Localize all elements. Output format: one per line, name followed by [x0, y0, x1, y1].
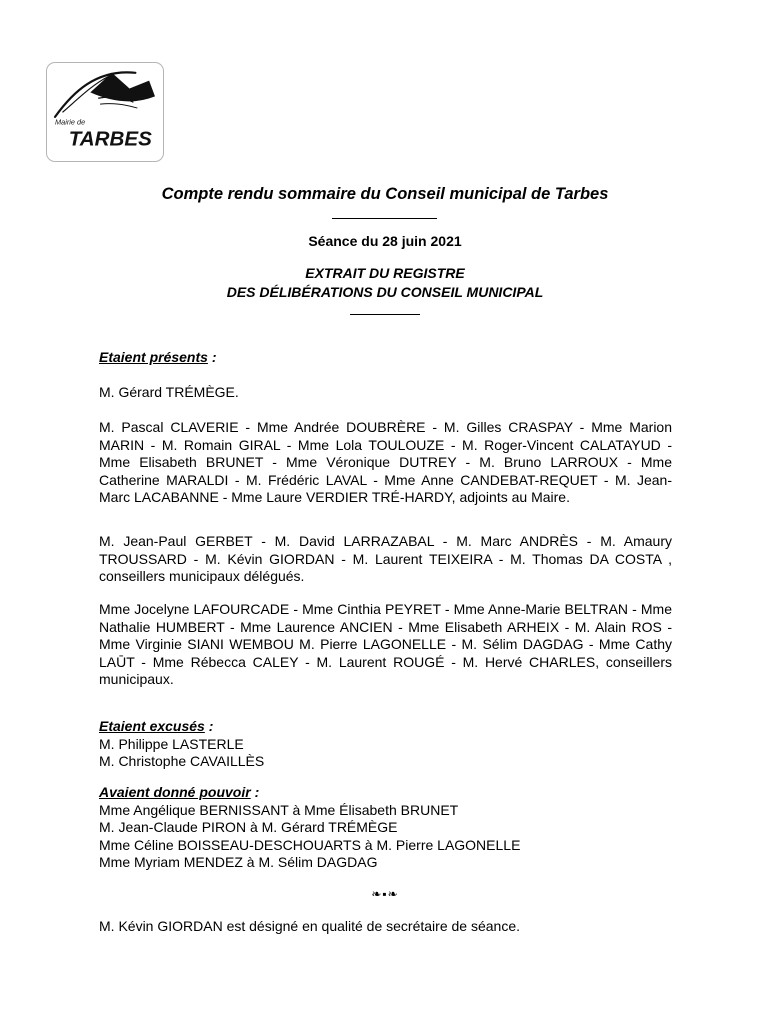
document-title: Compte rendu sommaire du Conseil municipal de Tarbes — [161, 185, 609, 203]
conseillers-paragraph: Mme Jocelyne LAFOURCADE - Mme Cinthia PEYRET - Mme Anne-Marie BELTRAN - Mme Nathalie HUMBERT - Mme Laurence ANCIEN - Mme Elisabeth ARHEIX - M. Alain ROS - Mme Virginie SIANI WEMBOU M. Pierre LAGONELLE - M. Sélim DAGDAG - Mme Cathy LAŪT - Mme Rébecca CALEY - M. Laurent ROUGÉ - M. Hervé CHARLES, conseillers municipaux. — [99, 601, 672, 687]
mairie-de-tarbes-logo — [46, 62, 164, 162]
extract-divider — [350, 314, 420, 315]
adjoints-paragraph: M. Pascal CLAVERIE - Mme Andrée DOUBRÈRE - M. Gilles CRASPAY - Mme Marion MARIN - M. Romain GIRAL - Mme Lola TOULOUZE - M. Roger-Vincent CALATAYUD - Mme Elisabeth BRUNET - Mme Véronique DUTREY - M. Bruno LARROUX - Mme Catherine MARALDI - M. Frédéric LAVAL - Mme Anne CANDEBAT-REQUET - M. Jean-Marc LACABANNE - Mme Laure VERDIER TRÉ-HARDY, adjoints au Maire. — [99, 419, 672, 505]
presents-heading-label: Etaient présents — [99, 349, 208, 365]
title-divider — [332, 218, 437, 219]
svg-text:Mairie de: Mairie de — [55, 117, 86, 127]
pouvoirs-heading-label: Avaient donné pouvoir — [99, 784, 251, 800]
pouvoirs-heading-colon: : — [250, 784, 260, 800]
tarbes-logo-mark — [47, 63, 163, 161]
excuses-heading-colon: : — [204, 718, 214, 734]
excuse-item: M. Philippe LASTERLE — [99, 735, 244, 752]
pouvoir-item: Mme Céline BOISSEAU-DESCHOUARTS à M. Pierre LAGONELLE — [99, 836, 521, 853]
presents-heading — [99, 349, 672, 367]
pouvoir-item: Mme Myriam MENDEZ à M. Sélim DAGDAG — [99, 854, 378, 870]
excuses-heading — [99, 718, 672, 736]
excuses-heading-label: Etaient excusés — [99, 718, 205, 734]
presents-heading-colon: : — [207, 349, 217, 365]
pouvoir-item: M. Jean-Claude PIRON à M. Gérard TRÉMÈGE — [99, 819, 398, 835]
pouvoirs-heading — [99, 784, 672, 802]
extract-line-2: DES DÉLIBÉRATIONS DU CONSEIL MUNICIPAL — [226, 284, 544, 300]
fleuron-ornament: ❧▪❧ — [371, 887, 399, 901]
seance-date: Séance du 28 juin 2021 — [308, 233, 462, 249]
excuse-item: M. Christophe CAVAILLÈS — [99, 753, 265, 769]
delegues-paragraph: M. Jean-Paul GERBET - M. David LARRAZABAL - M. Marc ANDRÈS - M. Amaury TROUSSARD - M. Kévin GIORDAN - M. Laurent TEIXEIRA - M. Thomas DA COSTA , conseillers municipaux délégués. — [99, 533, 672, 584]
secretaire-statement: M. Kévin GIORDAN est désigné en qualité de secrétaire de séance. — [99, 918, 520, 934]
extract-line-1: EXTRAIT DU REGISTRE — [305, 265, 465, 281]
maire-name: M. Gérard TRÉMÈGE. — [99, 384, 239, 400]
excuses-section — [99, 718, 672, 771]
registre-extract-heading — [0, 264, 770, 302]
pouvoir-item: Mme Angélique BERNISSANT à Mme Élisabeth BRUNET — [99, 801, 459, 818]
svg-text:TARBES: TARBES — [68, 127, 152, 151]
pouvoirs-section — [99, 784, 672, 872]
